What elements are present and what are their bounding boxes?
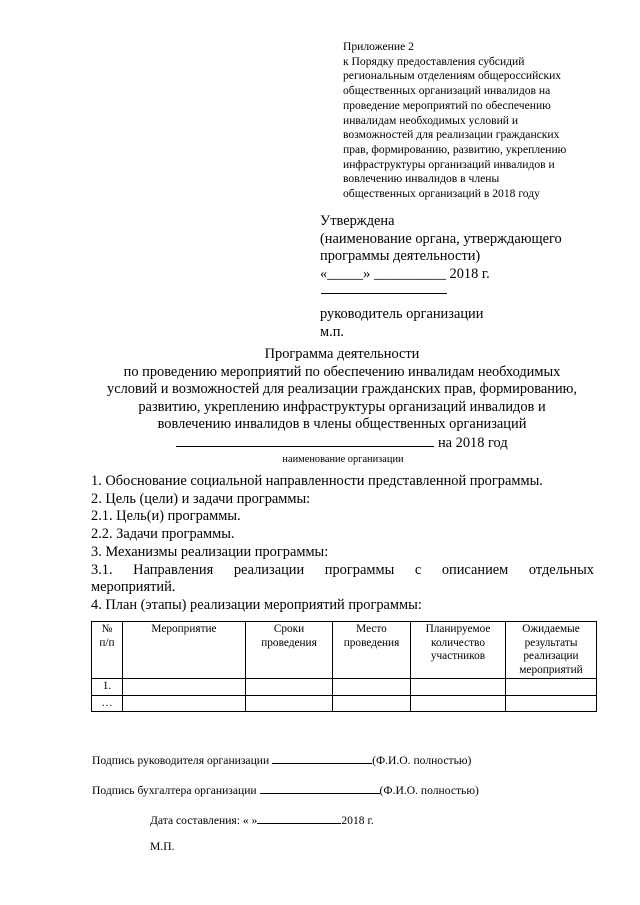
table-cell: … bbox=[92, 695, 123, 712]
section-3: 3. Механизмы реализации программы: bbox=[91, 543, 329, 560]
approval-signature-line bbox=[321, 292, 447, 294]
table-cell bbox=[246, 695, 333, 712]
section-2-1: 2.1. Цель(и) программы. bbox=[91, 508, 241, 525]
compile-date-line bbox=[150, 812, 374, 827]
col-number-header: № п/п bbox=[92, 622, 123, 679]
appendix-line: региональным отделениям общероссийских bbox=[343, 69, 562, 83]
approval-block bbox=[320, 213, 620, 341]
program-org-line bbox=[92, 434, 592, 453]
section-3-1-line1: 3.1. Направления реализации программы с описанием отдельных bbox=[91, 561, 594, 578]
section-2-2: 2.2. Задачи программы. bbox=[91, 526, 235, 543]
accountant-signature-label: Подпись бухгалтера организации bbox=[92, 784, 257, 797]
accountant-signature-suffix: (Ф.И.О. полностью) bbox=[379, 784, 479, 797]
table-row bbox=[92, 695, 597, 712]
table-cell bbox=[333, 695, 411, 712]
table-cell bbox=[246, 679, 333, 696]
org-name-blank bbox=[176, 434, 434, 447]
table-row bbox=[92, 679, 597, 696]
compile-date-label: Дата составления: « » bbox=[150, 814, 258, 827]
col-event-header: Мероприятие bbox=[123, 622, 246, 679]
appendix-line: Приложение 2 bbox=[343, 40, 414, 53]
section-3-1-line2: мероприятий. bbox=[91, 579, 176, 596]
approval-organ-line2: программы деятельности) bbox=[320, 248, 481, 264]
program-subtitle-line: вовлечению инвалидов в члены общественных организаций bbox=[157, 416, 527, 433]
col-dates-header: Сроки проведения bbox=[246, 622, 333, 679]
program-sections bbox=[91, 473, 594, 615]
org-name-caption: наименование организации bbox=[282, 453, 404, 465]
appendix-line: к Порядку предоставления субсидий bbox=[343, 54, 525, 68]
approval-title: Утверждена bbox=[320, 213, 395, 229]
program-subtitle-line: условий и возможностей для реализации гражданских прав, формированию, bbox=[107, 381, 577, 398]
program-year: на 2018 год bbox=[437, 434, 508, 451]
table-cell: 1. bbox=[92, 679, 123, 696]
approval-stamp: м.п. bbox=[320, 323, 345, 340]
footer-stamp: М.П. bbox=[150, 840, 175, 853]
appendix-line: проведение мероприятий по обеспечению bbox=[343, 98, 551, 112]
accountant-signature-blank bbox=[260, 782, 380, 794]
approval-organ-line1: (наименование органа, утверждающего bbox=[320, 230, 562, 247]
table-cell bbox=[123, 695, 246, 712]
appendix-line: прав, формированию, развитию, укреплению bbox=[343, 142, 567, 156]
table-cell bbox=[123, 679, 246, 696]
head-signature-suffix: (Ф.И.О. полностью) bbox=[372, 754, 472, 767]
appendix-line: вовлечению инвалидов в члены bbox=[343, 172, 500, 186]
program-subtitle-line: по проведению мероприятий по обеспечению инвалидам необходимых bbox=[123, 363, 561, 380]
head-signature-label: Подпись руководителя организации bbox=[92, 754, 270, 767]
accountant-signature-line bbox=[92, 782, 479, 797]
table-cell bbox=[333, 679, 411, 696]
col-place-header: Место проведения bbox=[333, 622, 411, 679]
section-1: 1. Обоснование социальной направленности представленной программы. bbox=[91, 473, 543, 489]
col-participants-header: Планируемое количество участников bbox=[411, 622, 506, 679]
appendix-line: общественных организаций в 2018 году bbox=[343, 187, 540, 201]
program-subtitle-line: развитию, укреплению инфраструктуры организаций инвалидов и bbox=[138, 398, 546, 415]
appendix-line: общественных организаций инвалидов на bbox=[343, 84, 551, 98]
section-2: 2. Цель (цели) и задачи программы: bbox=[91, 490, 311, 507]
approval-date-line: «_____» __________ 2018 г. bbox=[320, 265, 490, 282]
section-4: 4. План (этапы) реализации мероприятий программы: bbox=[91, 596, 422, 613]
head-signature-blank bbox=[272, 752, 372, 764]
table-cell bbox=[506, 679, 597, 696]
appendix-line: возможностей для реализации гражданских bbox=[343, 128, 560, 142]
compile-date-suffix: 2018 г. bbox=[341, 814, 374, 827]
program-title: Программа деятельности bbox=[264, 346, 420, 362]
approval-head: руководитель организации bbox=[320, 306, 484, 322]
table-cell bbox=[411, 679, 506, 696]
plan-table bbox=[91, 621, 597, 712]
compile-date-blank bbox=[257, 812, 341, 824]
appendix-note bbox=[343, 40, 623, 202]
table-cell bbox=[411, 695, 506, 712]
col-results-header: Ожидаемые результаты реализации мероприятий bbox=[506, 622, 597, 679]
program-title-block bbox=[92, 346, 592, 466]
head-signature-line bbox=[92, 752, 471, 767]
table-header-row bbox=[92, 622, 597, 679]
appendix-line: инфраструктуры организаций инвалидов и bbox=[343, 157, 555, 171]
table-cell bbox=[506, 695, 597, 712]
appendix-line: инвалидам необходимых условий и bbox=[343, 113, 519, 127]
